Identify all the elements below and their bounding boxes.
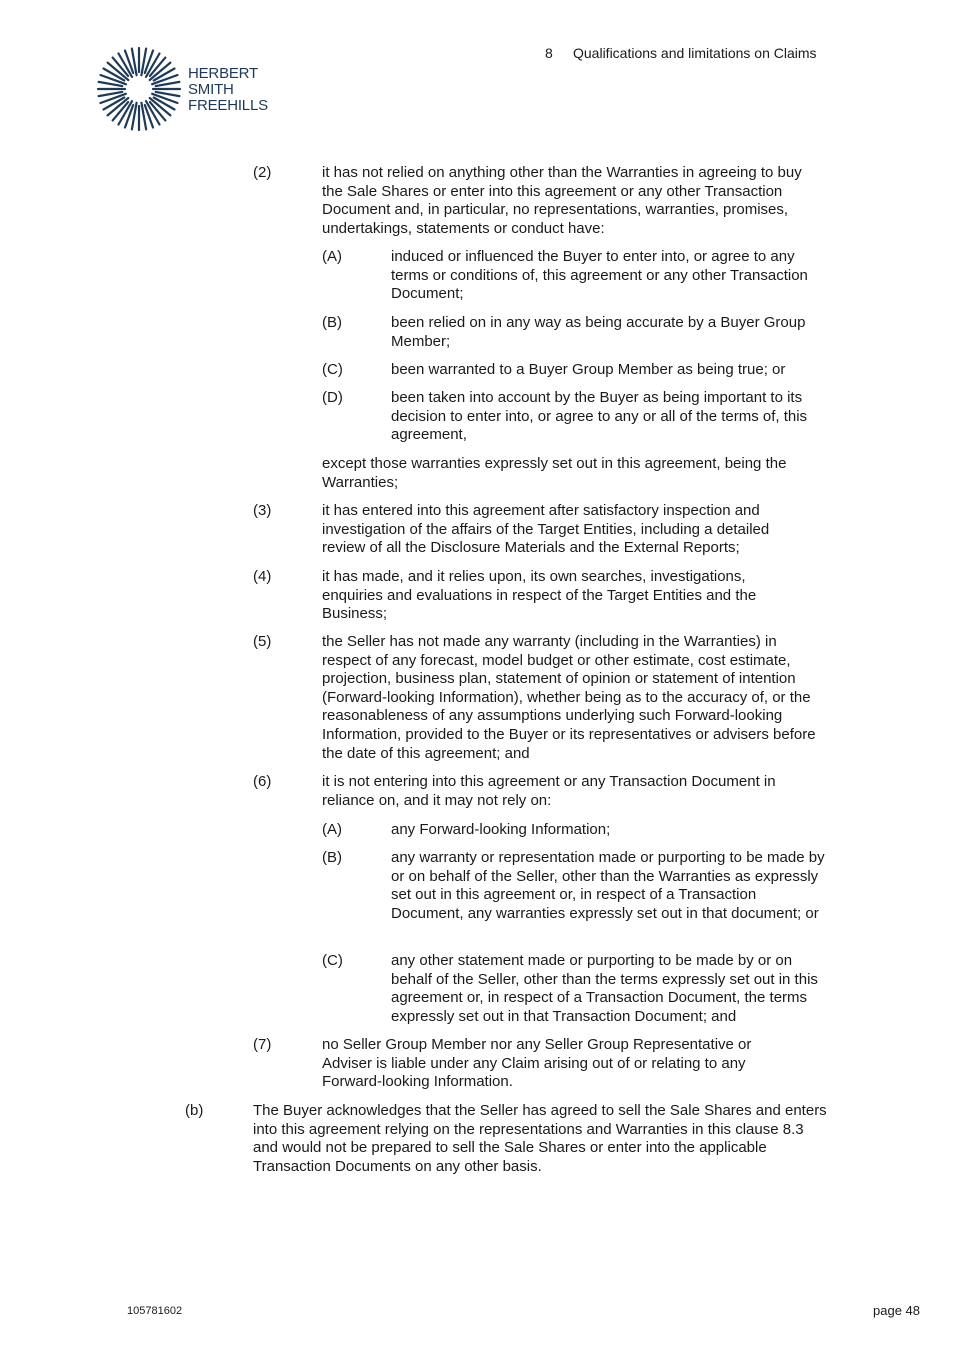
clause-label: (4)	[253, 568, 272, 585]
clause-text: any warranty or representation made or purporting to be made by or on behalf of the Seller, other than the Warranties as expressly set out in this agreement or, in respect of a Transaction Document, any warranties expressly set out in that document; or	[391, 849, 825, 922]
clause-text: it has not relied on anything other than the Warranties in agreeing to buy the Sale Shares or enter into this agreement or any other Transaction Document and, in particular, no representations, warranties, promises, undertakings, statements or conduct have:	[322, 164, 802, 237]
clause-text: it has entered into this agreement after satisfactory inspection and investigation of the affairs of the Target Entities, including a detailed review of all the Disclosure Materials and the External Reports;	[322, 502, 770, 557]
clause-label: (5)	[253, 633, 272, 650]
clause-text: any Forward-looking Information;	[391, 821, 611, 838]
herbert-smith-freehills-logo	[96, 46, 286, 134]
section-title: Qualifications and limitations on Claims	[573, 45, 817, 61]
clause-text: The Buyer acknowledges that the Seller has agreed to sell the Sale Shares and enters into this agreement relying on the representations and Warranties in this clause 8.3 and would not be prepared to sell the Sale Shares or enter into the applicable Transaction Documents on any other basis.	[253, 1102, 827, 1175]
clause-text: it has made, and it relies upon, its own searches, investigations, enquiries and evaluations in respect of the Target Entities and the Business;	[322, 568, 757, 623]
running-header	[545, 45, 817, 61]
clause-text: except those warranties expressly set out in this agreement, being the Warranties;	[322, 455, 787, 491]
document-number: 105781602	[127, 1305, 183, 1317]
clause-label: (B)	[322, 314, 342, 331]
clause-text: been warranted to a Buyer Group Member as being true; or	[391, 361, 786, 378]
clause-text: been relied on in any way as being accurate by a Buyer Group Member;	[391, 314, 806, 350]
logo-line: FREEHILLS	[188, 97, 268, 114]
clause-label: (D)	[322, 389, 343, 406]
sunburst-icon	[96, 46, 182, 132]
clause-label: (7)	[253, 1036, 272, 1053]
clause-label: (C)	[322, 361, 343, 378]
clause-text: the Seller has not made any warranty (including in the Warranties) in respect of any forecast, model budget or other estimate, cost estimate, projection, business plan, statement of opinion or statement of intention (Forward-looking Information), whether being as to the accuracy of, or the reasonableness of any assumptions underlying such Forward-looking Information, provided to the Buyer or its representatives or advisers before the date of this agreement; and	[322, 633, 816, 762]
clause-text: induced or influenced the Buyer to enter into, or agree to any terms or conditions of, this agreement or any other Transaction Document;	[391, 248, 808, 303]
clause-label: (2)	[253, 164, 272, 181]
clause-text: no Seller Group Member nor any Seller Group Representative or Adviser is liable under any Claim arising out of or relating to any Forward-looking Information.	[322, 1036, 752, 1091]
clause-label: (C)	[322, 952, 343, 969]
clause-label: (B)	[322, 849, 342, 866]
clause-label: (3)	[253, 502, 272, 519]
logo-line: SMITH	[188, 81, 234, 98]
clause-label: (A)	[322, 821, 342, 838]
clause-text: any other statement made or purporting to be made by or on behalf of the Seller, other than the terms expressly set out in this agreement or, in respect of a Transaction Document, the terms expressly set out in that Transaction Document; and	[391, 952, 818, 1025]
section-number: 8	[545, 45, 553, 61]
logo-line: HERBERT	[188, 65, 259, 82]
clause-label: (6)	[253, 773, 272, 790]
clause-label: (b)	[185, 1102, 204, 1119]
page-number: page 48	[873, 1303, 920, 1318]
logo-wordmark	[188, 66, 268, 114]
clause-text: it is not entering into this agreement or any Transaction Document in reliance on, and it may not rely on:	[322, 773, 776, 809]
clause-text: been taken into account by the Buyer as being important to its decision to enter into, or agree to any or all of the terms of, this agreement,	[391, 389, 808, 444]
clause-label: (A)	[322, 248, 342, 265]
